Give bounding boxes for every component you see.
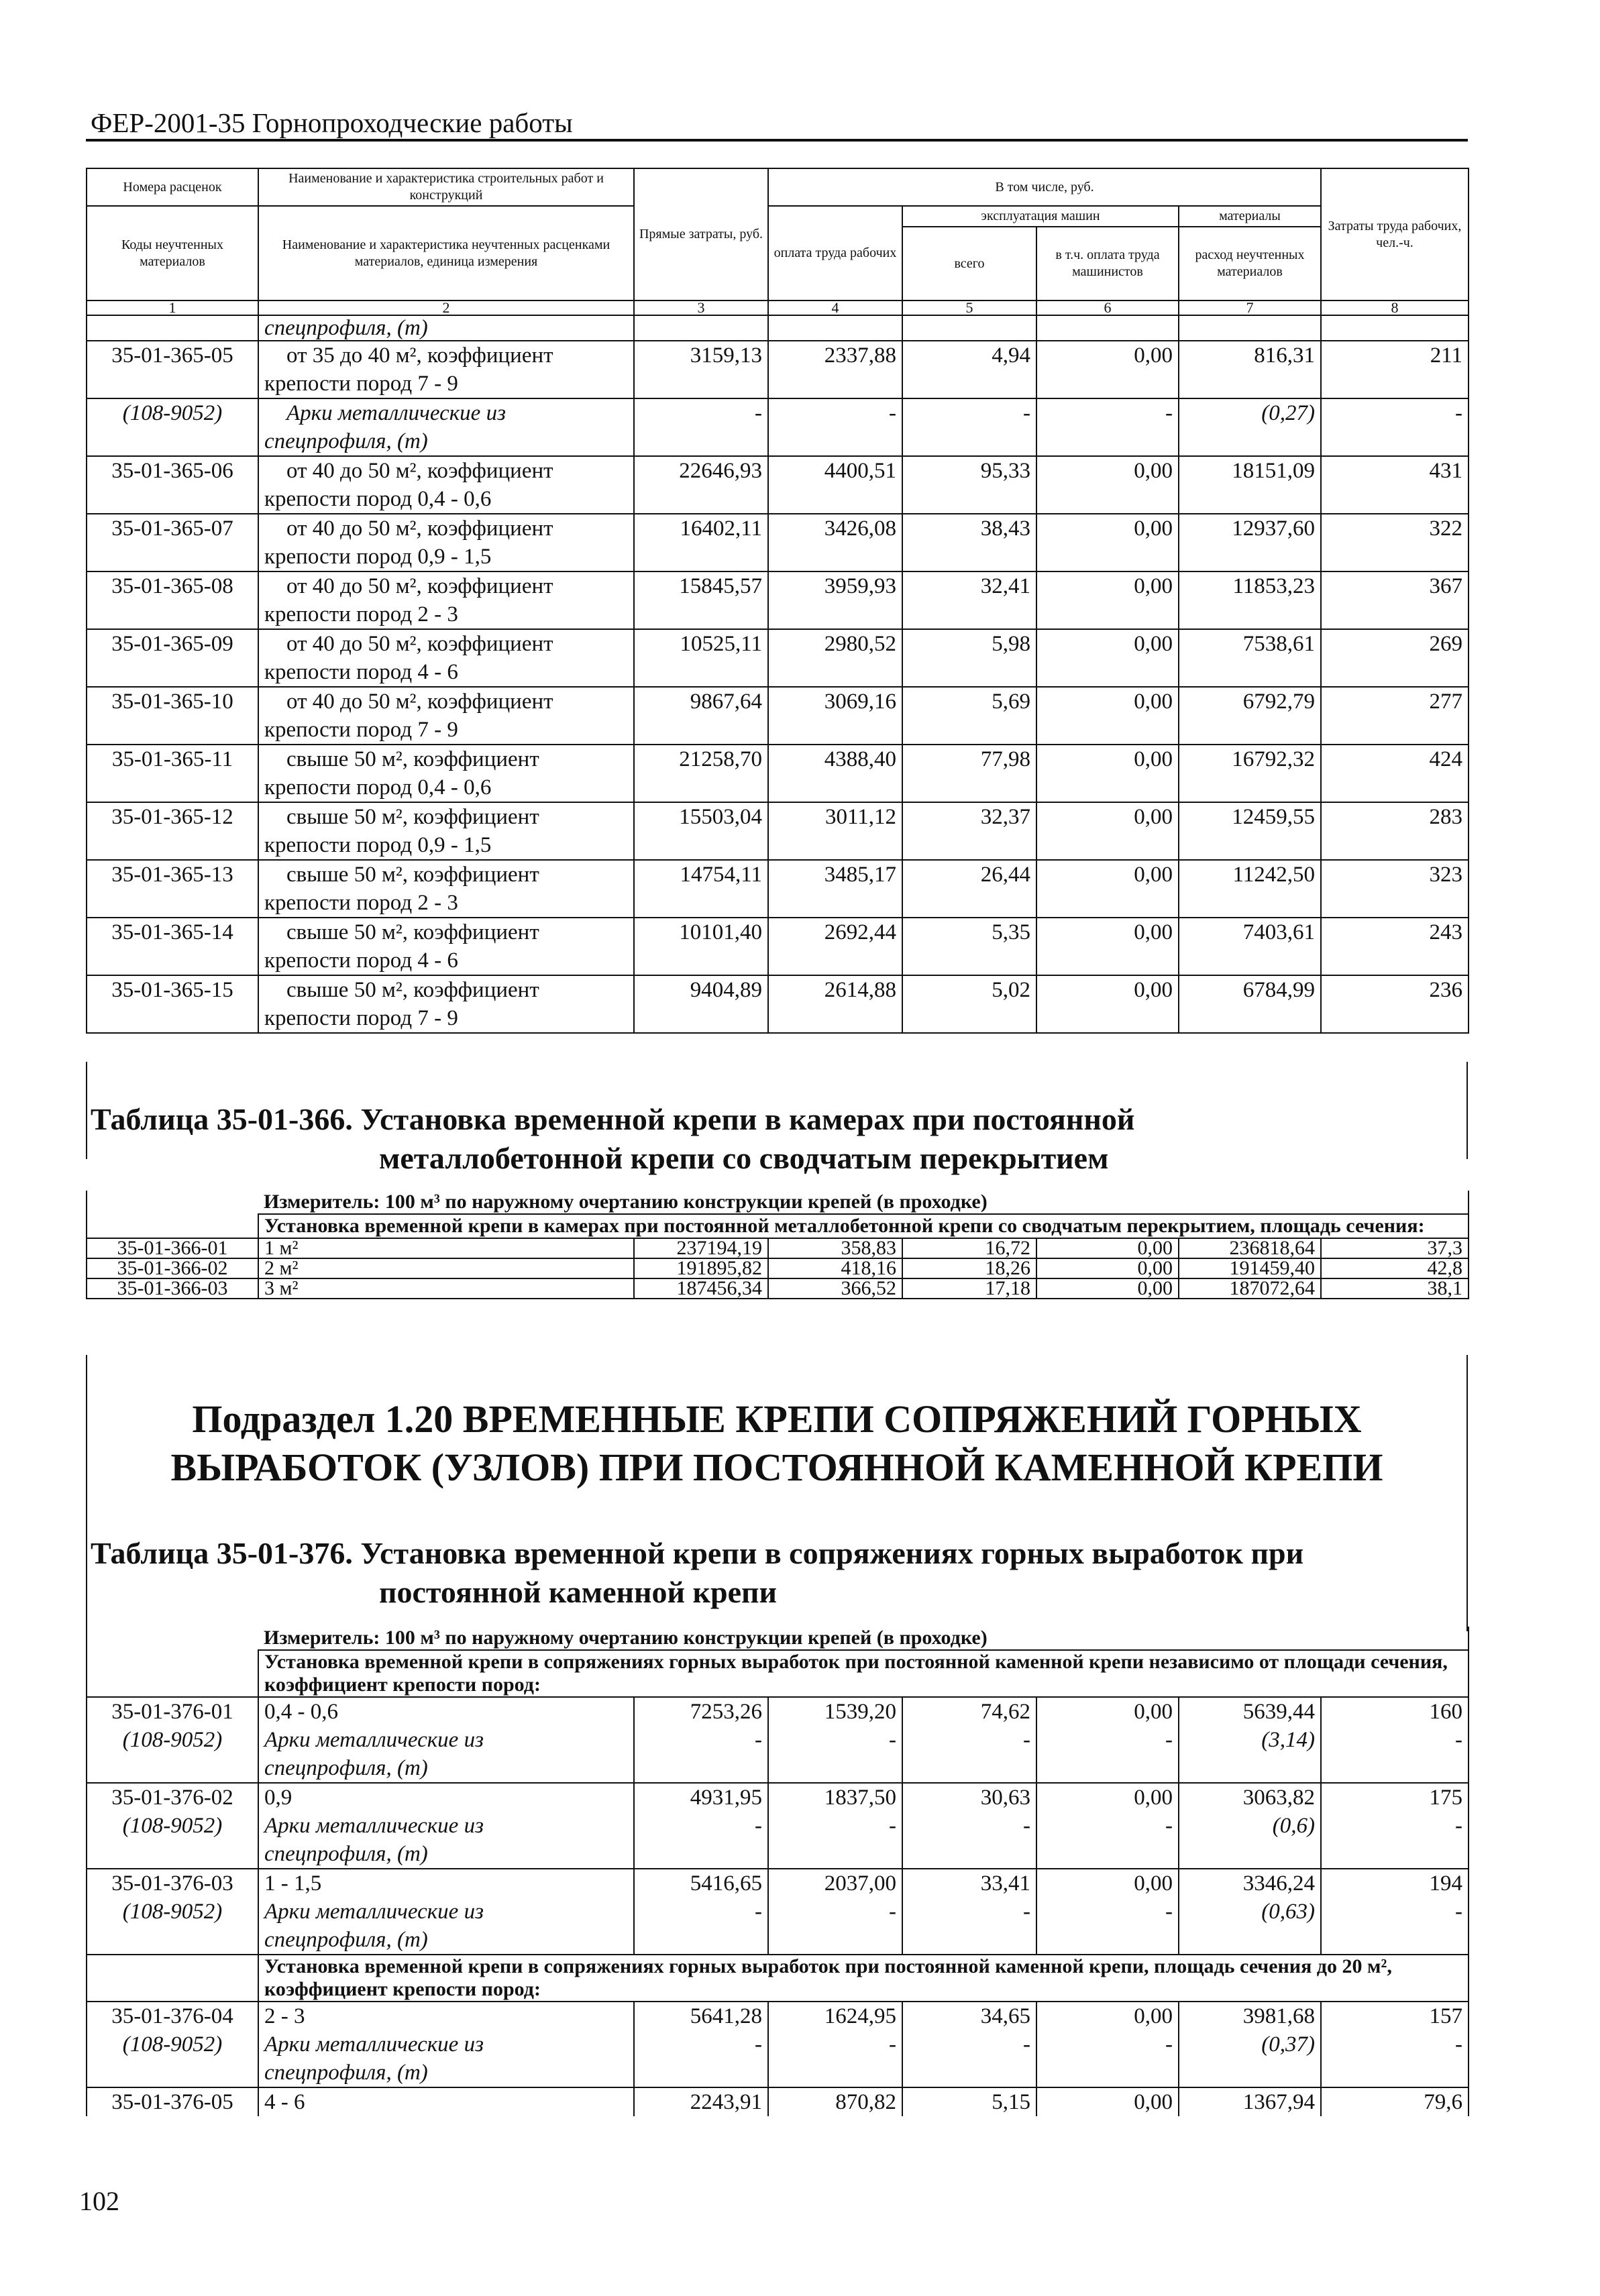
work-description: 4 - 6: [258, 2087, 634, 2116]
work-description-line: крепости пород 7 - 9: [264, 372, 458, 396]
work-description: [258, 975, 634, 1033]
work-description-line: от 40 до 50 м², коэффициент: [264, 632, 553, 656]
operator-pay: 0,00: [1036, 571, 1179, 629]
labor-hours: 42,8: [1321, 1258, 1469, 1278]
table-366-group-head: Установка временной крепи в камерах при постоянной металлобетонной крепи со сводчатым перекрытием, площадь сечения:: [258, 1214, 1469, 1238]
rate-code: 35-01-365-06: [87, 456, 258, 514]
operator-pay: 0,00: [1036, 1869, 1179, 1898]
material-code: (108-9052): [87, 398, 258, 456]
rate-code: 35-01-376-02: [87, 1783, 258, 1812]
materials-cost: 187072,64: [1179, 1278, 1321, 1299]
direct-costs: 5641,28: [634, 2002, 768, 2030]
rate-code: 35-01-365-07: [87, 514, 258, 571]
worker-pay: -: [768, 1898, 902, 1954]
machines-total: 32,37: [902, 802, 1036, 860]
machines-total: 33,41: [902, 1869, 1036, 1898]
material-row: [87, 2030, 1469, 2087]
worker-pay: 418,16: [768, 1258, 902, 1278]
labor-hours: -: [1321, 1726, 1469, 1783]
worker-pay: 2037,00: [768, 1869, 902, 1898]
material-description: [258, 398, 634, 456]
labor-hours: 277: [1321, 687, 1469, 745]
work-description: [258, 802, 634, 860]
machines-total: 5,69: [902, 687, 1036, 745]
materials-cost: 816,31: [1179, 341, 1321, 398]
material-row: [87, 1898, 1469, 1954]
labor-hours: 322: [1321, 514, 1469, 571]
direct-costs: 2243,91: [634, 2087, 768, 2116]
machines-total: 16,72: [902, 1239, 1036, 1258]
operator-pay: 0,00: [1036, 1239, 1179, 1258]
col-number: 2: [258, 300, 634, 315]
direct-costs: 237194,19: [634, 1239, 768, 1258]
worker-pay: -: [768, 1812, 902, 1869]
work-description-line: крепости пород 4 - 6: [264, 948, 458, 973]
work-description-line: крепости пород 4 - 6: [264, 660, 458, 684]
material-description-line: спецпрофиля, (т): [264, 1842, 428, 1866]
continuation-text: спецпрофиля, (т): [258, 315, 634, 341]
rate-code: 35-01-365-11: [87, 745, 258, 802]
col-number: 7: [1179, 300, 1321, 315]
work-description: [258, 745, 634, 802]
machines-total: 32,41: [902, 571, 1036, 629]
direct-costs: 191895,82: [634, 1258, 768, 1278]
direct-costs: 10101,40: [634, 918, 768, 975]
col-header-direct-costs: Прямые затраты, руб.: [634, 168, 768, 300]
work-description-line: крепости пород 2 - 3: [264, 891, 458, 915]
worker-pay: 3426,08: [768, 514, 902, 571]
worker-pay: 870,82: [768, 2087, 902, 2116]
work-description: 2 м²: [258, 1258, 634, 1278]
machines-total: 5,98: [902, 629, 1036, 687]
col-header-labor-hours: Затраты труда рабочих, чел.-ч.: [1321, 168, 1469, 300]
materials-cost: 7538,61: [1179, 629, 1321, 687]
rate-code: 35-01-376-01: [87, 1698, 258, 1726]
rate-row: [87, 514, 1469, 571]
direct-costs: -: [634, 398, 768, 456]
labor-hours: 160: [1321, 1698, 1469, 1726]
materials-cost: 3981,68: [1179, 2002, 1321, 2030]
labor-hours: 269: [1321, 629, 1469, 687]
work-description: [258, 456, 634, 514]
machines-total: 34,65: [902, 2002, 1036, 2030]
direct-costs: 22646,93: [634, 456, 768, 514]
subsection-title: Подраздел 1.20 ВРЕМЕННЫЕ КРЕПИ СОПРЯЖЕНИЙ ГОРНЫХ ВЫРАБОТОК (УЗЛОВ) ПРИ ПОСТОЯННОЙ КАМЕННОЙ КРЕПИ: [170, 1397, 1383, 1489]
rate-row: [87, 1258, 1469, 1278]
direct-costs: 3159,13: [634, 341, 768, 398]
worker-pay: 2692,44: [768, 918, 902, 975]
col-header-materials: материалы: [1179, 206, 1321, 227]
materials-cost: (0,37): [1179, 2030, 1321, 2087]
worker-pay: -: [768, 398, 902, 456]
material-row: [87, 1726, 1469, 1783]
header-rule: [86, 139, 1468, 142]
rate-code: 35-01-366-02: [87, 1258, 258, 1278]
materials-cost: 12937,60: [1179, 514, 1321, 571]
operator-pay: 0,00: [1036, 1258, 1179, 1278]
material-description-line: спецпрофиля, (т): [264, 2061, 428, 2085]
materials-cost: (0,63): [1179, 1898, 1321, 1954]
material-code: (108-9052): [87, 2030, 258, 2087]
operator-pay: 0,00: [1036, 1783, 1179, 1812]
rate-code: 35-01-365-09: [87, 629, 258, 687]
material-description-line: Арки металлические из: [264, 401, 506, 425]
work-description-line: от 40 до 50 м², коэффициент: [264, 574, 553, 598]
work-description-line: свыше 50 м², коэффициент: [264, 805, 539, 829]
worker-pay: 1539,20: [768, 1698, 902, 1726]
materials-cost: 3063,82: [1179, 1783, 1321, 1812]
col-header-machines-total: всего: [902, 227, 1036, 300]
direct-costs: -: [634, 2030, 768, 2087]
work-description-line: свыше 50 м², коэффициент: [264, 978, 539, 1002]
machines-total: 38,43: [902, 514, 1036, 571]
worker-pay: -: [768, 2030, 902, 2087]
table-376-measure: Измеритель: 100 м³ по наружному очертанию конструкции крепей (в проходке): [258, 1627, 1469, 1650]
machines-total: 4,94: [902, 341, 1036, 398]
rate-row: [87, 1869, 1469, 1898]
rate-row: [87, 802, 1469, 860]
rate-row: [87, 918, 1469, 975]
col-header-material-use: расход неучтенных материалов: [1179, 227, 1321, 300]
machines-total: 5,35: [902, 918, 1036, 975]
rate-row: [87, 1783, 1469, 1812]
rate-code: 35-01-376-04: [87, 2002, 258, 2030]
work-description: 2 - 3: [258, 2002, 634, 2030]
materials-cost: 5639,44: [1179, 1698, 1321, 1726]
machines-total: 77,98: [902, 745, 1036, 802]
col-header-material-codes: Коды неучтенных материалов: [87, 206, 258, 300]
materials-cost: 3346,24: [1179, 1869, 1321, 1898]
work-description-line: свыше 50 м², коэффициент: [264, 863, 539, 887]
materials-cost: 191459,40: [1179, 1258, 1321, 1278]
worker-pay: 366,52: [768, 1278, 902, 1299]
operator-pay: 0,00: [1036, 918, 1179, 975]
direct-costs: 14754,11: [634, 860, 768, 918]
operator-pay: 0,00: [1036, 1698, 1179, 1726]
labor-hours: 157: [1321, 2002, 1469, 2030]
direct-costs: 21258,70: [634, 745, 768, 802]
labor-hours: 283: [1321, 802, 1469, 860]
labor-hours: 79,6: [1321, 2087, 1469, 2116]
machines-total: 5,15: [902, 2087, 1036, 2116]
work-description-line: крепости пород 7 - 9: [264, 718, 458, 742]
machines-total: -: [902, 1812, 1036, 1869]
operator-pay: -: [1036, 2030, 1179, 2087]
machines-total: -: [902, 1898, 1036, 1954]
rate-row: [87, 2002, 1469, 2030]
machines-total: -: [902, 398, 1036, 456]
worker-pay: 2980,52: [768, 629, 902, 687]
col-header-material-names: Наименование и характеристика неучтенных расценками материалов, единица измерения: [258, 206, 634, 300]
work-description-line: крепости пород 2 - 3: [264, 602, 458, 626]
labor-hours: -: [1321, 398, 1469, 456]
machines-total: 30,63: [902, 1783, 1036, 1812]
work-description-line: крепости пород 0,4 - 0,6: [264, 775, 492, 800]
direct-costs: 7253,26: [634, 1698, 768, 1726]
rate-code: 35-01-376-05: [87, 2087, 258, 2116]
table-366-measure: Измеритель: 100 м³ по наружному очертанию конструкции крепей (в проходке): [258, 1191, 1469, 1214]
col-number: 4: [768, 300, 902, 315]
rates-table-376-b: [86, 2002, 1469, 2116]
worker-pay: 2337,88: [768, 341, 902, 398]
material-code: (108-9052): [87, 1812, 258, 1869]
work-description: 0,9: [258, 1783, 634, 1812]
work-description-line: крепости пород 0,9 - 1,5: [264, 545, 492, 569]
work-description: 3 м²: [258, 1278, 634, 1299]
work-description: [258, 629, 634, 687]
operator-pay: 0,00: [1036, 802, 1179, 860]
materials-cost: 236818,64: [1179, 1239, 1321, 1258]
materials-cost: 6792,79: [1179, 687, 1321, 745]
operator-pay: 0,00: [1036, 514, 1179, 571]
table-376-group-head-2: Установка временной крепи в сопряжениях горных выработок при постоянной каменной крепи, площадь сечения до 20 м², коэффициент крепости пород:: [258, 1955, 1469, 2002]
materials-cost: 11242,50: [1179, 860, 1321, 918]
col-number: 8: [1321, 300, 1469, 315]
material-description-line: Арки металлические из: [264, 2032, 484, 2057]
materials-cost: 11853,23: [1179, 571, 1321, 629]
direct-costs: 16402,11: [634, 514, 768, 571]
labor-hours: -: [1321, 1812, 1469, 1869]
operator-pay: 0,00: [1036, 2002, 1179, 2030]
rate-row: [87, 2087, 1469, 2116]
direct-costs: 15503,04: [634, 802, 768, 860]
rate-code: 35-01-365-14: [87, 918, 258, 975]
work-description: 0,4 - 0,6: [258, 1698, 634, 1726]
worker-pay: 4388,40: [768, 745, 902, 802]
work-description: [258, 571, 634, 629]
worker-pay: 3011,12: [768, 802, 902, 860]
rate-code: 35-01-376-03: [87, 1869, 258, 1898]
table-376-group-head-1: Установка временной крепи в сопряжениях горных выработок при постоянной каменной крепи независимо от площади сечения, коэффициент крепости пород:: [258, 1650, 1469, 1697]
labor-hours: 323: [1321, 860, 1469, 918]
table-366-measure-block: [86, 1191, 1468, 1299]
materials-cost: 16792,32: [1179, 745, 1321, 802]
rate-row: [87, 745, 1469, 802]
material-description-line: спецпрофиля, (т): [264, 1928, 428, 1952]
direct-costs: 15845,57: [634, 571, 768, 629]
worker-pay: 2614,88: [768, 975, 902, 1033]
table-376-caption: Таблица 35-01-376. Установка временной крепи в сопряжениях горных выработок при постоянной каменной крепи: [91, 1536, 1304, 1609]
material-row: [87, 1812, 1469, 1869]
materials-cost: (0,6): [1179, 1812, 1321, 1869]
operator-pay: -: [1036, 1812, 1179, 1869]
labor-hours: 424: [1321, 745, 1469, 802]
work-description-line: свыше 50 м², коэффициент: [264, 920, 539, 944]
table-366-caption: Таблица 35-01-366. Установка временной крепи в камерах при постоянной металлобетонной крепи со сводчатым перекрытием: [91, 1102, 1135, 1175]
machines-total: 95,33: [902, 456, 1036, 514]
worker-pay: 4400,51: [768, 456, 902, 514]
page-number: 102: [79, 2186, 119, 2216]
work-description: [258, 341, 634, 398]
material-description-line: Арки металлические из: [264, 1814, 484, 1838]
work-description-line: от 40 до 50 м², коэффициент: [264, 516, 553, 541]
rate-row: [87, 629, 1469, 687]
machines-total: 74,62: [902, 1698, 1036, 1726]
work-description-line: крепости пород 0,4 - 0,6: [264, 487, 492, 511]
work-description: [258, 514, 634, 571]
work-description: [258, 687, 634, 745]
materials-cost: (0,27): [1179, 398, 1321, 456]
col-header-rate-number: Номера расценок: [87, 168, 258, 206]
operator-pay: 0,00: [1036, 456, 1179, 514]
materials-cost: 12459,55: [1179, 802, 1321, 860]
operator-pay: 0,00: [1036, 341, 1179, 398]
running-head: ФЕР-2001-35 Горнопроходческие работы: [91, 107, 573, 138]
rate-row: [87, 687, 1469, 745]
worker-pay: 3959,93: [768, 571, 902, 629]
col-header-group-incl: В том числе, руб.: [768, 168, 1321, 206]
work-description: 1 м²: [258, 1239, 634, 1258]
rate-row: [87, 456, 1469, 514]
machines-total: -: [902, 2030, 1036, 2087]
material-row: [87, 398, 1469, 456]
col-number: 3: [634, 300, 768, 315]
materials-cost: 1367,94: [1179, 2087, 1321, 2116]
labor-hours: 37,3: [1321, 1239, 1469, 1258]
col-number: 1: [87, 300, 258, 315]
labor-hours: 211: [1321, 341, 1469, 398]
rate-code: 35-01-365-12: [87, 802, 258, 860]
direct-costs: 9404,89: [634, 975, 768, 1033]
machines-total: 17,18: [902, 1278, 1036, 1299]
labor-hours: 431: [1321, 456, 1469, 514]
rate-row: [87, 341, 1469, 398]
table-376-block: [86, 1627, 1468, 2116]
operator-pay: 0,00: [1036, 2087, 1179, 2116]
col-number: 5: [902, 300, 1036, 315]
machines-total: 5,02: [902, 975, 1036, 1033]
labor-hours: -: [1321, 1898, 1469, 1954]
rates-table-366: [86, 1239, 1469, 1299]
direct-costs: -: [634, 1898, 768, 1954]
operator-pay: -: [1036, 1726, 1179, 1783]
materials-cost: (3,14): [1179, 1726, 1321, 1783]
direct-costs: 9867,64: [634, 687, 768, 745]
material-description: [258, 2030, 634, 2087]
rates-table-376-a: [86, 1698, 1469, 1954]
labor-hours: -: [1321, 2030, 1469, 2087]
direct-costs: -: [634, 1812, 768, 1869]
rate-row: [87, 975, 1469, 1033]
machines-total: 26,44: [902, 860, 1036, 918]
rate-code: 35-01-366-01: [87, 1239, 258, 1258]
worker-pay: 1837,50: [768, 1783, 902, 1812]
work-description: 1 - 1,5: [258, 1869, 634, 1898]
col-header-worker-pay: оплата труда рабочих: [768, 206, 902, 300]
worker-pay: 1624,95: [768, 2002, 902, 2030]
col-header-machines: эксплуатация машин: [902, 206, 1179, 227]
rate-code: 35-01-365-05: [87, 341, 258, 398]
rate-code: 35-01-365-10: [87, 687, 258, 745]
labor-hours: 243: [1321, 918, 1469, 975]
direct-costs: 4931,95: [634, 1783, 768, 1812]
materials-cost: 18151,09: [1179, 456, 1321, 514]
material-description-line: спецпрофиля, (т): [264, 429, 428, 453]
rate-row: [87, 1698, 1469, 1726]
rate-row: [87, 860, 1469, 918]
operator-pay: 0,00: [1036, 745, 1179, 802]
machines-total: 18,26: [902, 1258, 1036, 1278]
work-description: [258, 860, 634, 918]
work-description-line: крепости пород 7 - 9: [264, 1006, 458, 1030]
labor-hours: 175: [1321, 1783, 1469, 1812]
worker-pay: 3069,16: [768, 687, 902, 745]
work-description: [258, 918, 634, 975]
worker-pay: -: [768, 1726, 902, 1783]
material-description-line: Арки металлические из: [264, 1728, 484, 1752]
operator-pay: -: [1036, 398, 1179, 456]
operator-pay: 0,00: [1036, 687, 1179, 745]
operator-pay: 0,00: [1036, 975, 1179, 1033]
material-description: [258, 1726, 634, 1783]
rate-code: 35-01-365-13: [87, 860, 258, 918]
material-description: [258, 1812, 634, 1869]
work-description-line: от 40 до 50 м², коэффициент: [264, 690, 553, 714]
operator-pay: 0,00: [1036, 860, 1179, 918]
rates-table-365: [86, 168, 1469, 1034]
col-header-work-name: Наименование и характеристика строительных работ и конструкций: [258, 168, 634, 206]
material-description: [258, 1898, 634, 1954]
rate-code: 35-01-365-08: [87, 571, 258, 629]
operator-pay: 0,00: [1036, 1278, 1179, 1299]
work-description-line: от 35 до 40 м², коэффициент: [264, 343, 553, 368]
worker-pay: 358,83: [768, 1239, 902, 1258]
materials-cost: 7403,61: [1179, 918, 1321, 975]
material-code: (108-9052): [87, 1898, 258, 1954]
labor-hours: 367: [1321, 571, 1469, 629]
rate-code: 35-01-365-15: [87, 975, 258, 1033]
operator-pay: 0,00: [1036, 629, 1179, 687]
rate-row: [87, 1239, 1469, 1258]
work-description-line: крепости пород 0,9 - 1,5: [264, 833, 492, 857]
direct-costs: 187456,34: [634, 1278, 768, 1299]
material-description-line: Арки металлические из: [264, 1900, 484, 1924]
machines-total: -: [902, 1726, 1036, 1783]
direct-costs: 5416,65: [634, 1869, 768, 1898]
labor-hours: 236: [1321, 975, 1469, 1033]
rate-code: 35-01-366-03: [87, 1278, 258, 1299]
labor-hours: 194: [1321, 1869, 1469, 1898]
rate-row: [87, 571, 1469, 629]
material-code: (108-9052): [87, 1726, 258, 1783]
rate-row: [87, 1278, 1469, 1299]
direct-costs: 10525,11: [634, 629, 768, 687]
col-header-operator-pay: в т.ч. оплата труда машинистов: [1036, 227, 1179, 300]
labor-hours: 38,1: [1321, 1278, 1469, 1299]
direct-costs: -: [634, 1726, 768, 1783]
operator-pay: -: [1036, 1898, 1179, 1954]
work-description-line: свыше 50 м², коэффициент: [264, 747, 539, 771]
worker-pay: 3485,17: [768, 860, 902, 918]
work-description-line: от 40 до 50 м², коэффициент: [264, 459, 553, 483]
material-description-line: спецпрофиля, (т): [264, 1756, 428, 1780]
col-number: 6: [1036, 300, 1179, 315]
materials-cost: 6784,99: [1179, 975, 1321, 1033]
